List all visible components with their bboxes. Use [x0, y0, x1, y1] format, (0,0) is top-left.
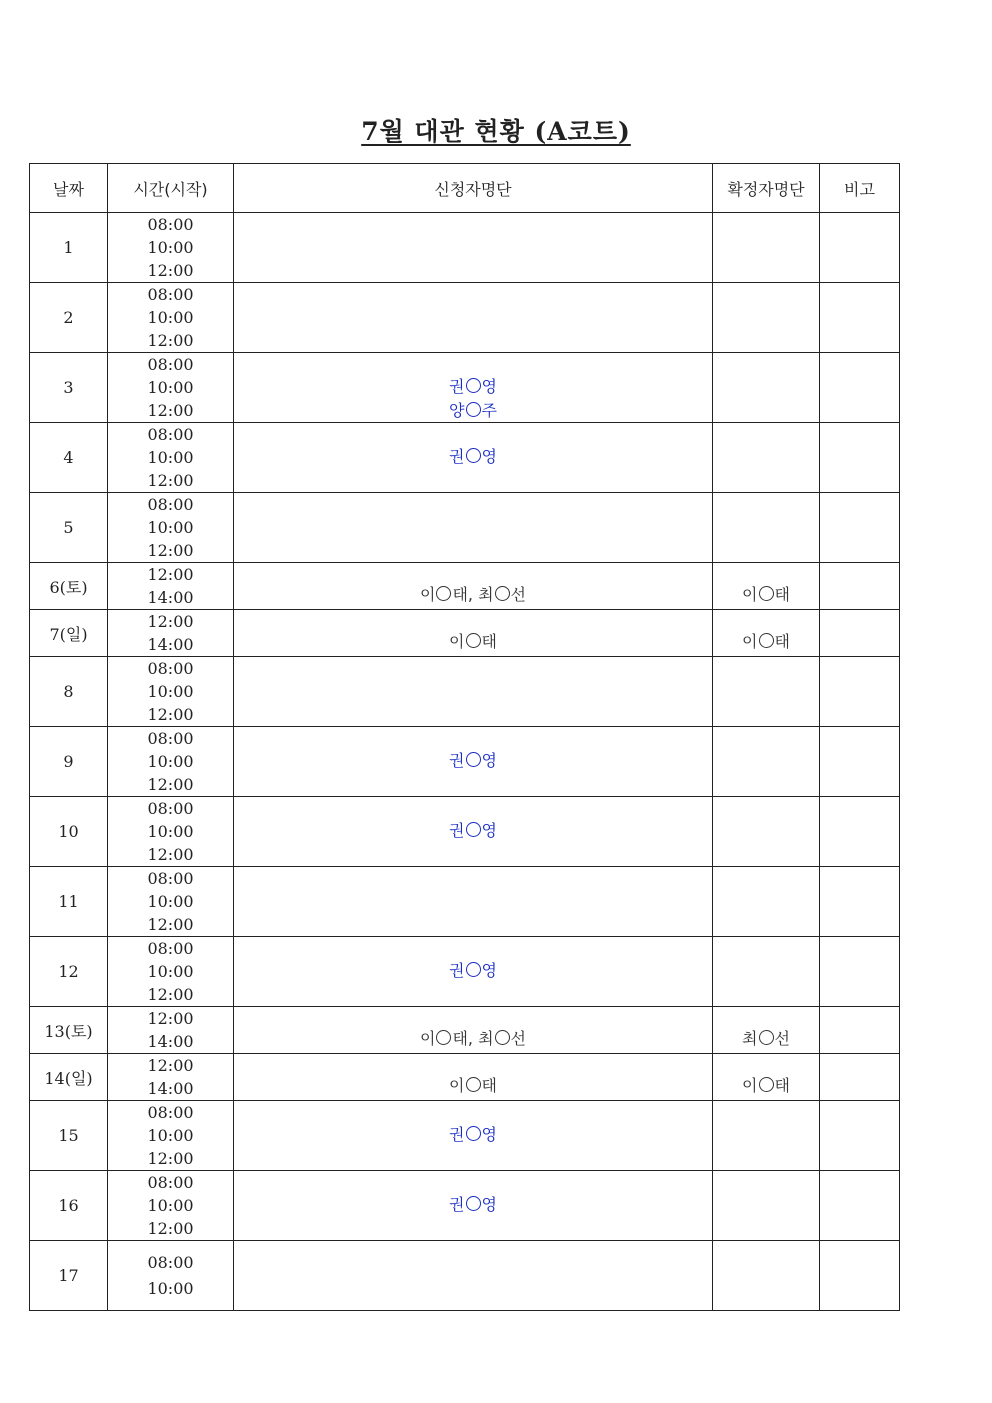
cell-times — [108, 1007, 234, 1054]
header-note: 비고 — [820, 164, 900, 213]
masked-char-circle — [436, 586, 451, 601]
cell-confirmed — [713, 937, 820, 1007]
table-row — [30, 727, 900, 797]
table-row — [30, 610, 900, 657]
table-body — [30, 213, 900, 1311]
cell-times — [108, 867, 234, 937]
cell-times — [108, 727, 234, 797]
time-slot: 12:00 — [147, 331, 194, 350]
time-slot: 08:00 — [147, 799, 194, 818]
applicant-name: 이 태 — [449, 632, 497, 651]
table-row — [30, 1241, 900, 1311]
masked-char-circle — [466, 962, 481, 977]
cell-note — [820, 1054, 900, 1101]
masked-char-circle — [466, 822, 481, 837]
masked-char-circle — [466, 633, 481, 648]
masked-char-circle — [466, 1196, 481, 1211]
masked-char-circle — [495, 1030, 510, 1045]
reservation-table — [29, 163, 900, 1311]
cell-times — [108, 283, 234, 353]
cell-date: 3 — [30, 353, 108, 423]
cell-note — [820, 493, 900, 563]
cell-applicants — [234, 937, 713, 1007]
cell-applicants — [234, 727, 713, 797]
time-slot: 14:00 — [147, 1079, 194, 1098]
cell-note — [820, 283, 900, 353]
cell-applicants — [234, 493, 713, 563]
applicant-name: 권 영 — [449, 1125, 497, 1144]
cell-date: 5 — [30, 493, 108, 563]
time-slot: 08:00 — [147, 1173, 194, 1192]
cell-applicants — [234, 610, 713, 657]
cell-note — [820, 1101, 900, 1171]
cell-date: 16 — [30, 1171, 108, 1241]
cell-times — [108, 610, 234, 657]
cell-applicants — [234, 213, 713, 283]
masked-char-circle — [759, 1077, 774, 1092]
time-slot: 10:00 — [147, 1278, 194, 1298]
masked-char-circle — [436, 1030, 451, 1045]
masked-char-circle — [466, 448, 481, 463]
cell-applicants — [234, 657, 713, 727]
masked-char-circle — [759, 1030, 774, 1045]
cell-confirmed — [713, 1241, 820, 1311]
cell-date: 15 — [30, 1101, 108, 1171]
cell-times — [108, 657, 234, 727]
time-slot: 10:00 — [147, 1196, 194, 1215]
cell-note — [820, 657, 900, 727]
cell-applicants — [234, 1101, 713, 1171]
cell-date: 4 — [30, 423, 108, 493]
cell-date: 11 — [30, 867, 108, 937]
cell-applicants — [234, 1054, 713, 1101]
applicant-name: 이 태 — [449, 1076, 497, 1095]
cell-times — [108, 563, 234, 610]
cell-date: 10 — [30, 797, 108, 867]
time-slot: 10:00 — [147, 448, 194, 467]
time-slot: 12:00 — [147, 845, 194, 864]
time-slot: 10:00 — [147, 518, 194, 537]
table-row — [30, 937, 900, 1007]
cell-confirmed — [713, 1054, 820, 1101]
time-slot: 10:00 — [147, 378, 194, 397]
time-slot: 08:00 — [147, 495, 194, 514]
time-slot: 12:00 — [147, 471, 194, 490]
cell-confirmed — [713, 1101, 820, 1171]
cell-confirmed — [713, 610, 820, 657]
cell-date: 1 — [30, 213, 108, 283]
time-slot: 08:00 — [147, 1103, 194, 1122]
time-slot: 12:00 — [147, 915, 194, 934]
time-slot: 10:00 — [147, 962, 194, 981]
table-row — [30, 213, 900, 283]
cell-date: 14(일) — [30, 1054, 108, 1101]
cell-applicants — [234, 797, 713, 867]
time-slot: 08:00 — [147, 1252, 194, 1272]
masked-char-circle — [466, 378, 481, 393]
cell-note — [820, 423, 900, 493]
time-slot: 10:00 — [147, 682, 194, 701]
cell-confirmed — [713, 1007, 820, 1054]
cell-confirmed — [713, 283, 820, 353]
time-slot: 10:00 — [147, 752, 194, 771]
cell-date: 9 — [30, 727, 108, 797]
time-slot: 10:00 — [147, 1126, 194, 1145]
time-slot: 10:00 — [147, 308, 194, 327]
time-slot: 12:00 — [147, 705, 194, 724]
masked-char-circle — [495, 586, 510, 601]
table-row — [30, 493, 900, 563]
time-slot: 08:00 — [147, 869, 194, 888]
table-row — [30, 353, 900, 423]
cell-note — [820, 867, 900, 937]
cell-confirmed — [713, 493, 820, 563]
table-row — [30, 1101, 900, 1171]
cell-note — [820, 727, 900, 797]
time-slot: 12:00 — [147, 1219, 194, 1238]
cell-date: 2 — [30, 283, 108, 353]
table-row — [30, 1171, 900, 1241]
cell-confirmed — [713, 213, 820, 283]
applicant-name: 이 태, 최 선 — [419, 585, 527, 604]
cell-times — [108, 213, 234, 283]
time-slot: 10:00 — [147, 822, 194, 841]
cell-note — [820, 1171, 900, 1241]
cell-confirmed — [713, 563, 820, 610]
cell-date: 13(토) — [30, 1007, 108, 1054]
cell-confirmed — [713, 1171, 820, 1241]
cell-applicants — [234, 1007, 713, 1054]
time-slot: 10:00 — [147, 892, 194, 911]
cell-confirmed — [713, 353, 820, 423]
header-confirmed: 확정자명단 — [713, 164, 820, 213]
time-slot: 12:00 — [147, 1056, 194, 1075]
table-row — [30, 657, 900, 727]
masked-char-circle — [466, 402, 481, 417]
applicant-name: 이 태, 최 선 — [419, 1029, 527, 1048]
cell-note — [820, 353, 900, 423]
cell-applicants — [234, 563, 713, 610]
table-row — [30, 283, 900, 353]
applicant-name: 양 주 — [449, 401, 497, 420]
time-slot: 10:00 — [147, 238, 194, 257]
time-slot: 14:00 — [147, 588, 194, 607]
masked-char-circle — [466, 1077, 481, 1092]
time-slot: 12:00 — [147, 261, 194, 280]
time-slot: 14:00 — [147, 635, 194, 654]
applicant-name: 권 영 — [449, 961, 497, 980]
cell-confirmed — [713, 423, 820, 493]
cell-date: 17 — [30, 1241, 108, 1311]
time-slot: 08:00 — [147, 659, 194, 678]
cell-confirmed — [713, 727, 820, 797]
masked-char-circle — [759, 633, 774, 648]
cell-times — [108, 353, 234, 423]
time-slot: 08:00 — [147, 355, 194, 374]
time-slot: 08:00 — [147, 425, 194, 444]
confirmed-name: 최 선 — [742, 1029, 790, 1048]
table-row — [30, 563, 900, 610]
time-slot: 12:00 — [147, 401, 194, 420]
masked-char-circle — [759, 586, 774, 601]
cell-applicants — [234, 1241, 713, 1311]
cell-date: 12 — [30, 937, 108, 1007]
cell-confirmed — [713, 867, 820, 937]
applicant-name: 권 영 — [449, 377, 497, 396]
table-row — [30, 1007, 900, 1054]
time-slot: 08:00 — [147, 729, 194, 748]
page-title: 7월 대관 현황 (A코트) — [361, 117, 631, 146]
cell-note — [820, 797, 900, 867]
cell-date: 8 — [30, 657, 108, 727]
applicant-name: 권 영 — [449, 751, 497, 770]
time-slot: 12:00 — [147, 775, 194, 794]
time-slot: 12:00 — [147, 541, 194, 560]
cell-applicants — [234, 353, 713, 423]
cell-date: 7(일) — [30, 610, 108, 657]
time-slot: 08:00 — [147, 939, 194, 958]
cell-applicants — [234, 283, 713, 353]
cell-note — [820, 1007, 900, 1054]
time-slot: 12:00 — [147, 565, 194, 584]
time-slot: 08:00 — [147, 285, 194, 304]
header-time: 시간(시작) — [108, 164, 234, 213]
time-slot: 12:00 — [147, 1009, 194, 1028]
cell-times — [108, 493, 234, 563]
confirmed-name: 이 태 — [742, 632, 790, 651]
cell-times — [108, 937, 234, 1007]
cell-times — [108, 1171, 234, 1241]
time-slot: 12:00 — [147, 1149, 194, 1168]
cell-times — [108, 1101, 234, 1171]
confirmed-name: 이 태 — [742, 585, 790, 604]
table-row — [30, 797, 900, 867]
applicant-name: 권 영 — [449, 447, 497, 466]
cell-note — [820, 610, 900, 657]
time-slot: 08:00 — [147, 215, 194, 234]
cell-confirmed — [713, 657, 820, 727]
cell-note — [820, 937, 900, 1007]
masked-char-circle — [466, 1126, 481, 1141]
table-row — [30, 1054, 900, 1101]
time-slot: 12:00 — [147, 985, 194, 1004]
time-slot: 14:00 — [147, 1032, 194, 1051]
time-slot: 12:00 — [147, 612, 194, 631]
header-row — [30, 164, 900, 213]
cell-note — [820, 213, 900, 283]
cell-confirmed — [713, 797, 820, 867]
cell-times — [108, 423, 234, 493]
table-row — [30, 867, 900, 937]
masked-char-circle — [466, 752, 481, 767]
cell-applicants — [234, 423, 713, 493]
cell-note — [820, 563, 900, 610]
applicant-name: 권 영 — [449, 821, 497, 840]
cell-times — [108, 1241, 234, 1311]
cell-date: 6(토) — [30, 563, 108, 610]
table-row — [30, 423, 900, 493]
cell-times — [108, 1054, 234, 1101]
cell-applicants — [234, 1171, 713, 1241]
cell-applicants — [234, 867, 713, 937]
header-date: 날짜 — [30, 164, 108, 213]
cell-times — [108, 797, 234, 867]
confirmed-name: 이 태 — [742, 1076, 790, 1095]
applicant-name: 권 영 — [449, 1195, 497, 1214]
cell-note — [820, 1241, 900, 1311]
header-applicants: 신청자명단 — [234, 164, 713, 213]
